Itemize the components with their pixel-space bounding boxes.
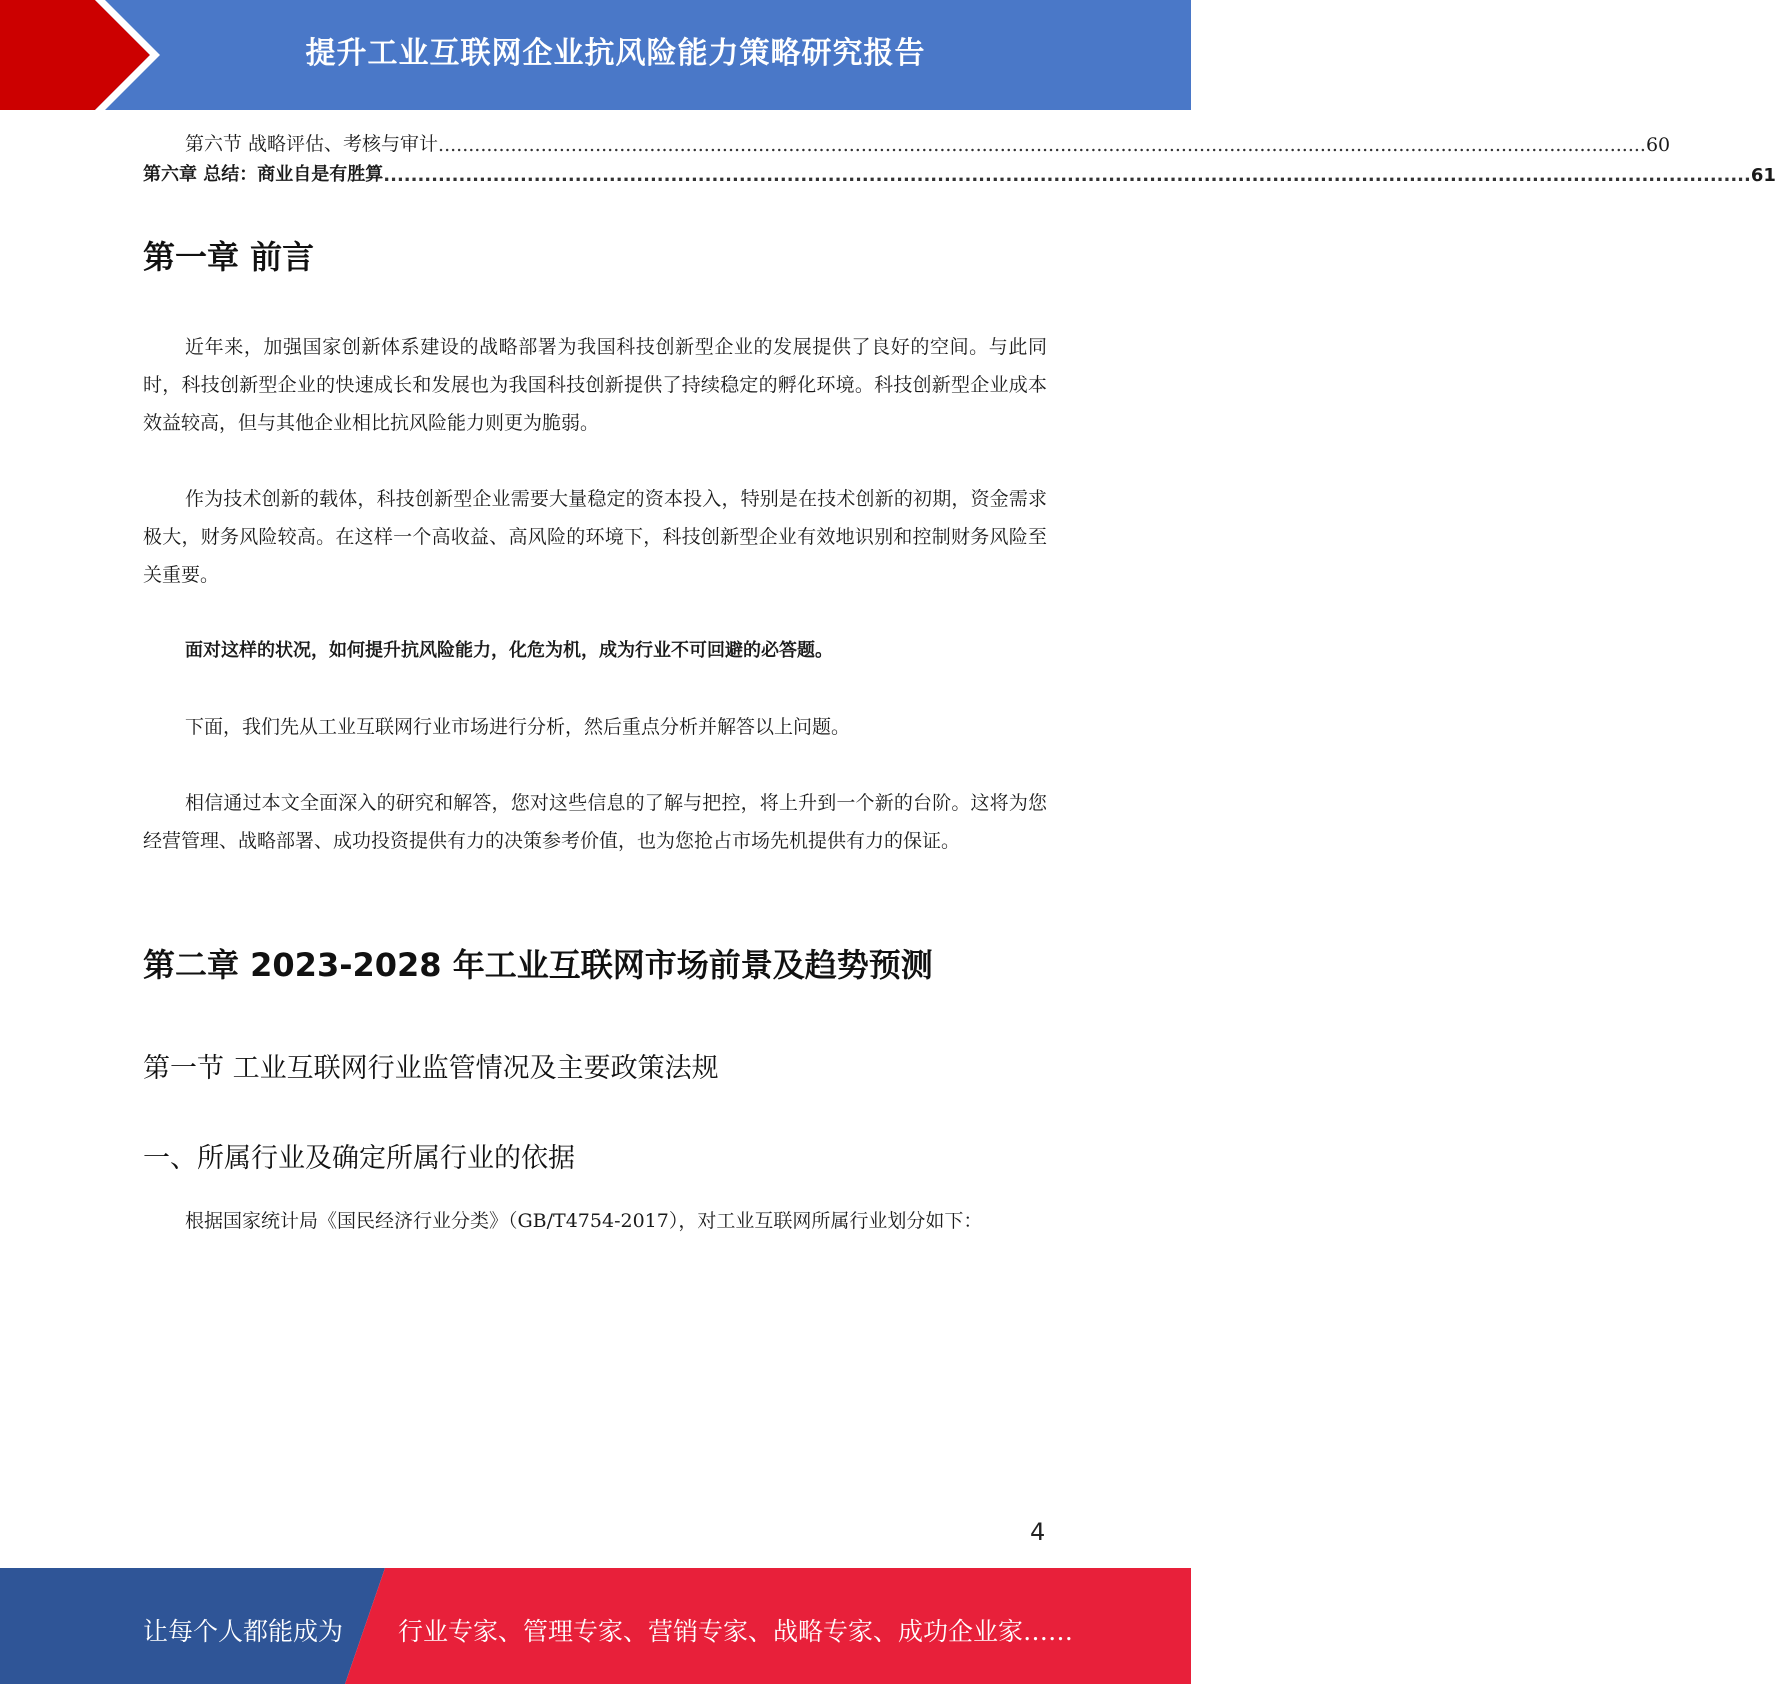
report-title: 提升工业互联网企业抗风险能力策略研究报告 (305, 36, 926, 71)
emphasis-paragraph: 面对这样的状况，如何提升抗风险能力，化危为机，成为行业不可回避的必答题。 (185, 640, 833, 661)
paragraph: 根据国家统计局《国民经济行业分类》（GB/T4754-2017），对工业互联网所属行业划分如下： (185, 1210, 983, 1232)
section-heading: 第一节 工业互联网行业监管情况及主要政策法规 (143, 1053, 719, 1084)
toc-entry-chapter[interactable] (143, 158, 1776, 186)
footer-slogan-left: 让每个人都能成为 (143, 1617, 344, 1646)
toc-entry-label: 第六章 总结：商业自是有胜算 (143, 164, 384, 185)
toc-entry-label: 第六节 战略评估、考核与审计 (185, 133, 439, 155)
page-header (0, 0, 1191, 110)
page-footer (0, 1568, 1191, 1684)
paragraph: 作为技术创新的载体，科技创新型企业需要大量稳定的资本投入，特别是在技术创新的初期，资金需求极大，财务风险较高。在这样一个高收益、高风险的环境下，科技创新型企业有效地识别和控制财务风险至关重要。 (143, 488, 1047, 586)
toc-entry-page: 61 (1750, 165, 1776, 186)
chapter-1-heading: 第一章 前言 (143, 238, 315, 276)
paragraph: 下面，我们先从工业互联网行业市场进行分析，然后重点分析并解答以上问题。 (185, 716, 851, 738)
toc-leader-dots: ........................................................................................................................................................................................................ (438, 134, 1646, 156)
page-number: 4 (1030, 1518, 1046, 1546)
toc-entry-page: 60 (1645, 134, 1671, 156)
paragraph: 近年来，加强国家创新体系建设的战略部署为我国科技创新型企业的发展提供了良好的空间。与此同时，科技创新型企业的快速成长和发展也为我国科技创新提供了持续稳定的孵化环境。科技创新型企业成本效益较高，但与其他企业相比抗风险能力则更为脆弱。 (143, 336, 1047, 434)
paragraph: 相信通过本文全面深入的研究和解答，您对这些信息的了解与把控，将上升到一个新的台阶。这将为您经营管理、战略部署、成功投资提供有力的决策参考价值，也为您抢占市场先机提供有力的保证。 (143, 792, 1047, 852)
toc-entry-section[interactable] (143, 128, 1671, 156)
subsection-heading: 一、所属行业及确定所属行业的依据 (143, 1143, 575, 1174)
footer-slogan-right: 行业专家、管理专家、营销专家、战略专家、成功企业家…… (398, 1617, 1074, 1646)
toc-leader-dots: ........................................................................................................................................................................................................ (383, 165, 1751, 186)
chapter-2-heading: 第二章 2023-2028 年工业互联网市场前景及趋势预测 (143, 946, 933, 984)
